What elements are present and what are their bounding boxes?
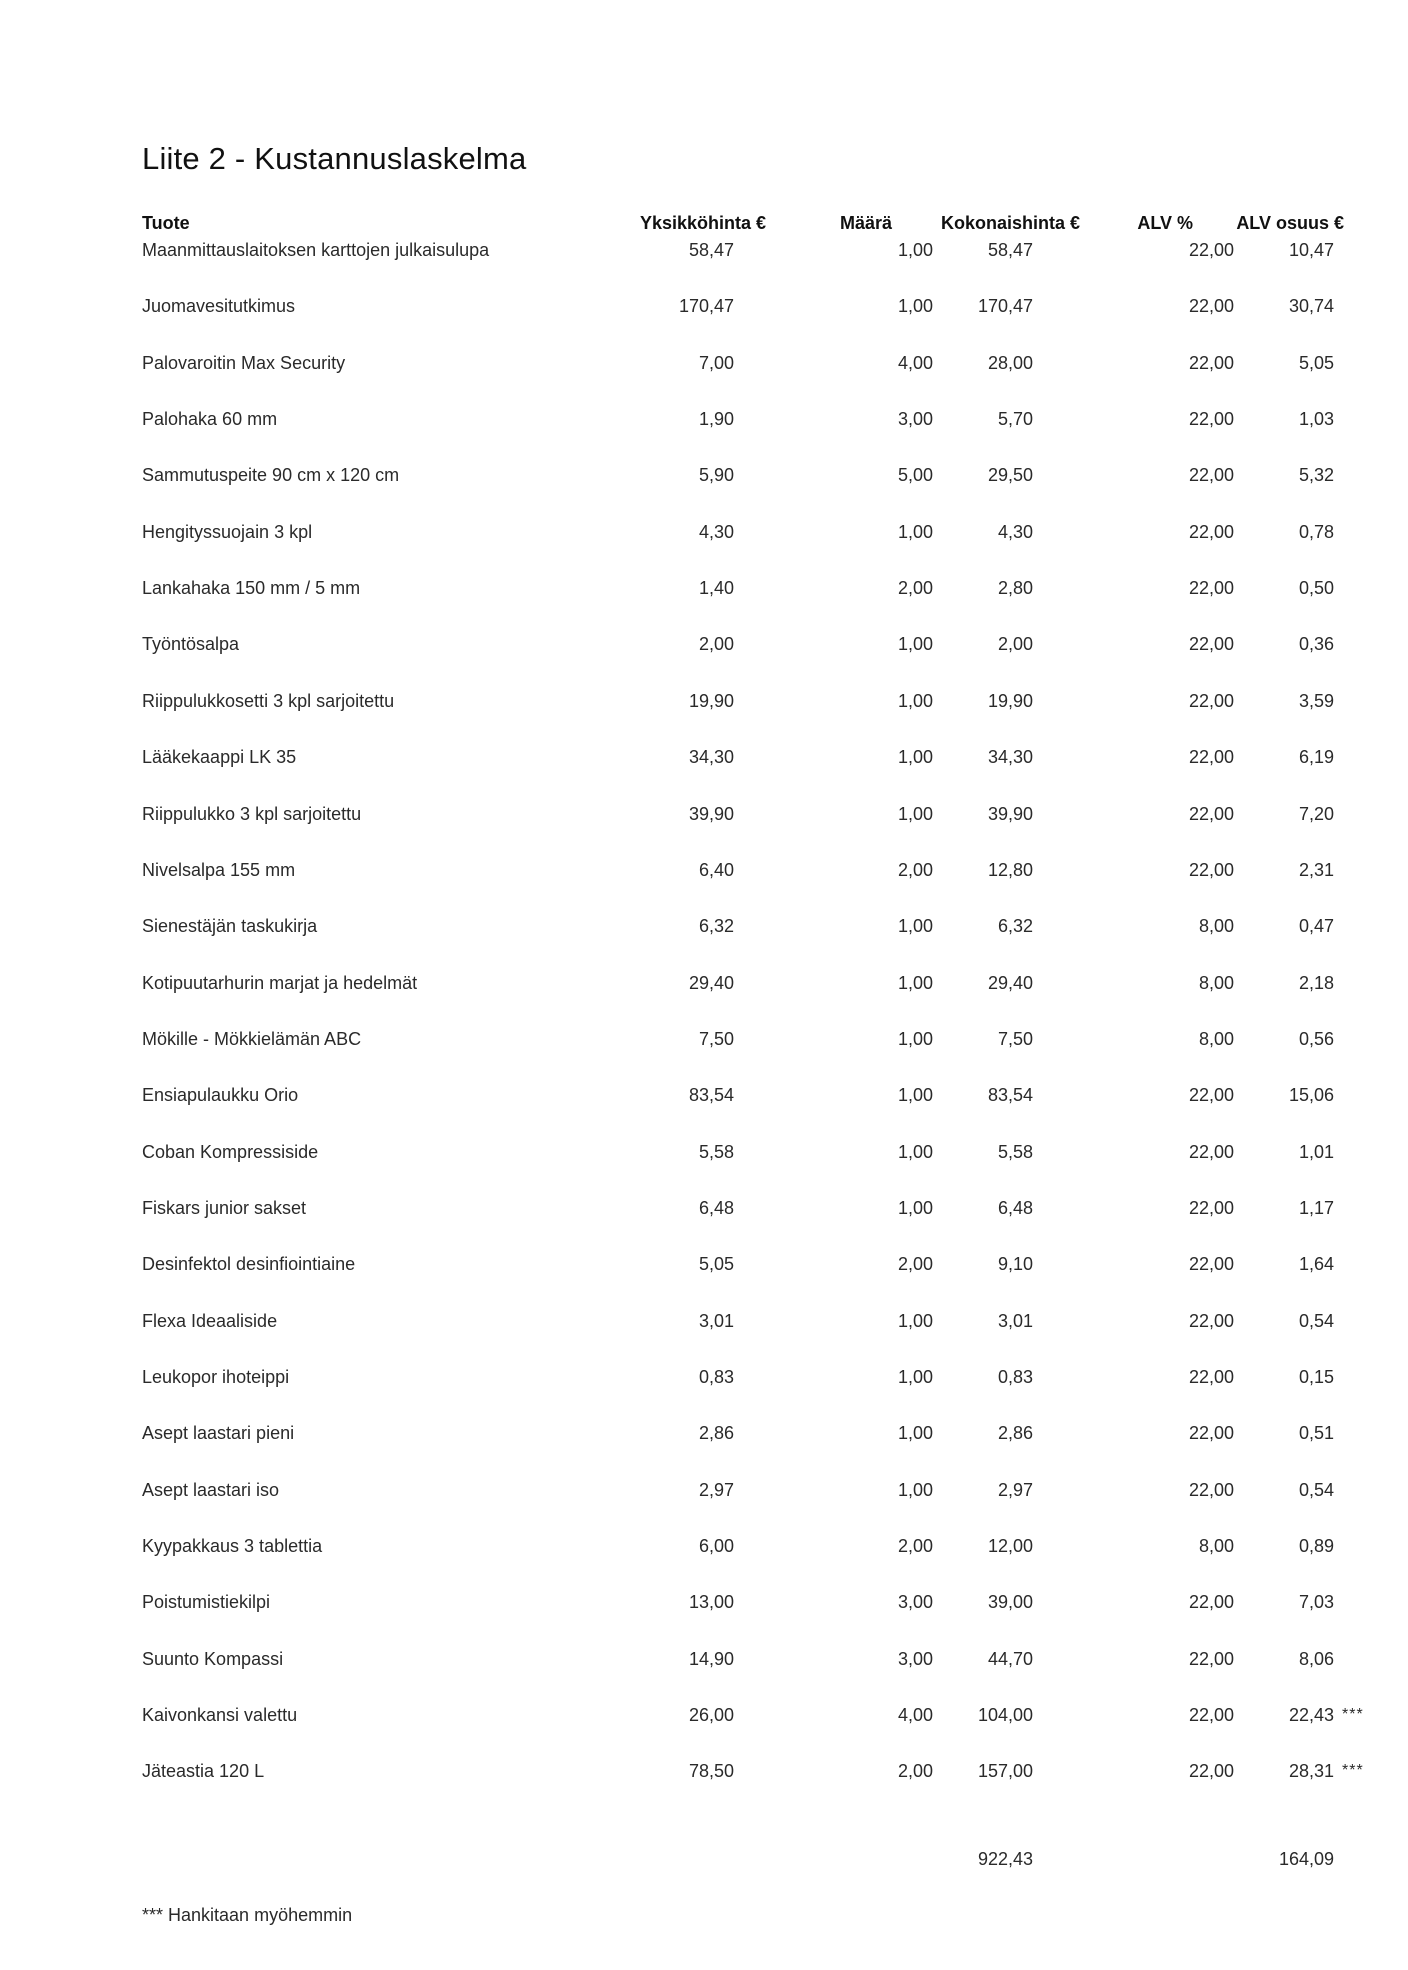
total-price: 9,10 [997,1254,1033,1274]
vat-percent: 22,00 [1188,409,1234,429]
unit-price: 6,40 [698,860,734,880]
product-name: Maanmittauslaitoksen karttojen julkaisulupa [142,240,490,260]
unit-price: 3,01 [698,1311,734,1331]
unit-price: 29,40 [688,973,734,993]
quantity: 4,00 [897,353,933,373]
total-price: 29,50 [987,465,1033,485]
vat-share: 10,47 [1288,240,1334,260]
quantity: 1,00 [897,1480,933,1500]
unit-price: 1,40 [698,578,734,598]
quantity: 3,00 [897,1649,933,1669]
product-name: Työntösalpa [142,634,240,654]
table-row [0,409,1408,435]
table-row [0,1592,1408,1618]
quantity: 2,00 [897,860,933,880]
product-name: Asept laastari pieni [142,1423,295,1443]
vat-share: 0,54 [1298,1480,1334,1500]
vat-share: 0,56 [1298,1029,1334,1049]
unit-price: 2,86 [698,1423,734,1443]
total-price: 44,70 [987,1649,1033,1669]
vat-share: 8,06 [1298,1649,1334,1669]
total-price: 7,50 [997,1029,1033,1049]
table-row [0,1254,1408,1280]
total-price: 157,00 [977,1761,1033,1781]
vat-share: 0,51 [1298,1423,1334,1443]
table-row [0,240,1408,266]
unit-price: 5,58 [698,1142,734,1162]
vat-share: 1,64 [1298,1254,1334,1274]
table-row [0,353,1408,379]
vat-percent: 22,00 [1188,522,1234,542]
quantity: 1,00 [897,1029,933,1049]
vat-share: 22,43 [1288,1705,1334,1725]
vat-share: 7,03 [1298,1592,1334,1612]
total-price: 4,30 [997,522,1033,542]
quantity: 1,00 [897,634,933,654]
vat-percent: 22,00 [1188,1085,1234,1105]
footnote: *** Hankitaan myöhemmin [142,1905,353,1925]
total-price: 170,47 [977,296,1033,316]
unit-price: 4,30 [698,522,734,542]
unit-price: 5,05 [698,1254,734,1274]
total-price: 83,54 [987,1085,1033,1105]
vat-share: 15,06 [1288,1085,1334,1105]
table-row [0,916,1408,942]
table-row [0,747,1408,773]
product-name: Mökille - Mökkielämän ABC [142,1029,362,1049]
product-name: Sammutuspeite 90 cm x 120 cm [142,465,400,485]
total-price: 6,32 [997,916,1033,936]
total-price: 2,80 [997,578,1033,598]
header-total-price: Kokonaishinta € [940,213,1080,233]
total-price: 28,00 [987,353,1033,373]
table-row [0,1311,1408,1337]
later-mark: *** [1342,1762,1364,1779]
product-name: Leukopor ihoteippi [142,1367,290,1387]
product-name: Kotipuutarhurin marjat ja hedelmät [142,973,418,993]
vat-percent: 22,00 [1188,634,1234,654]
product-name: Hengityssuojain 3 kpl [142,522,313,542]
header-vat-share: ALV osuus € [1236,213,1344,233]
vat-share: 6,19 [1298,747,1334,767]
table-row [0,973,1408,999]
vat-share: 0,78 [1298,522,1334,542]
later-mark: *** [1342,1706,1364,1723]
vat-share: 30,74 [1288,296,1334,316]
table-row [0,1480,1408,1506]
table-row [0,860,1408,886]
unit-price: 1,90 [698,409,734,429]
table-row [0,522,1408,548]
total-price: 2,00 [997,634,1033,654]
quantity: 5,00 [897,465,933,485]
total-price: 6,48 [997,1198,1033,1218]
vat-share-sum: 164,09 [1278,1849,1334,1869]
table-row [0,1142,1408,1168]
quantity: 3,00 [897,409,933,429]
vat-percent: 8,00 [1198,1536,1234,1556]
total-price: 12,00 [987,1536,1033,1556]
header-vat-percent: ALV % [1137,213,1193,233]
vat-percent: 22,00 [1188,1254,1234,1274]
table-row [0,1536,1408,1562]
vat-percent: 8,00 [1198,916,1234,936]
table-row [0,296,1408,322]
quantity: 1,00 [897,1367,933,1387]
vat-percent: 22,00 [1188,1761,1234,1781]
total-price: 3,01 [997,1311,1033,1331]
quantity: 1,00 [897,973,933,993]
product-name: Juomavesitutkimus [142,296,296,316]
vat-percent: 22,00 [1188,804,1234,824]
vat-percent: 22,00 [1188,1142,1234,1162]
quantity: 1,00 [897,240,933,260]
total-price: 34,30 [987,747,1033,767]
vat-percent: 22,00 [1188,1423,1234,1443]
table-row [0,1367,1408,1393]
total-price: 104,00 [977,1705,1033,1725]
table-row [0,578,1408,604]
total-price: 0,83 [997,1367,1033,1387]
vat-percent: 22,00 [1188,1480,1234,1500]
vat-percent: 22,00 [1188,1367,1234,1387]
quantity: 3,00 [897,1592,933,1612]
total-price: 58,47 [987,240,1033,260]
unit-price: 34,30 [688,747,734,767]
vat-share: 7,20 [1298,804,1334,824]
product-name: Suunto Kompassi [142,1649,284,1669]
vat-share: 0,47 [1298,916,1334,936]
total-price: 29,40 [987,973,1033,993]
vat-share: 5,32 [1298,465,1334,485]
quantity: 2,00 [897,1254,933,1274]
vat-percent: 22,00 [1188,747,1234,767]
unit-price: 58,47 [688,240,734,260]
vat-percent: 22,00 [1188,691,1234,711]
quantity: 1,00 [897,296,933,316]
product-name: Desinfektol desinfiointiaine [142,1254,356,1274]
header-quantity: Määrä [839,213,892,233]
table-row [0,1761,1408,1787]
quantity: 1,00 [897,804,933,824]
vat-percent: 22,00 [1188,860,1234,880]
unit-price: 14,90 [688,1649,734,1669]
unit-price: 83,54 [688,1085,734,1105]
product-name: Flexa Ideaaliside [142,1311,278,1331]
product-name: Palovaroitin Max Security [142,353,346,373]
table-row [0,1423,1408,1449]
vat-percent: 22,00 [1188,1649,1234,1669]
quantity: 2,00 [897,1536,933,1556]
unit-price: 0,83 [698,1367,734,1387]
vat-percent: 22,00 [1188,1592,1234,1612]
quantity: 1,00 [897,1198,933,1218]
table-row [0,1029,1408,1055]
vat-share: 0,50 [1298,578,1334,598]
total-price: 2,97 [997,1480,1033,1500]
unit-price: 26,00 [688,1705,734,1725]
product-name: Lääkekaappi LK 35 [142,747,297,767]
vat-share: 1,01 [1298,1142,1334,1162]
product-name: Riippulukkosetti 3 kpl sarjoitettu [142,691,395,711]
quantity: 4,00 [897,1705,933,1725]
product-name: Kaivonkansi valettu [142,1705,298,1725]
unit-price: 2,97 [698,1480,734,1500]
vat-percent: 22,00 [1188,1198,1234,1218]
total-price: 39,00 [987,1592,1033,1612]
quantity: 1,00 [897,747,933,767]
table-row [0,691,1408,717]
table-row [0,1649,1408,1675]
vat-percent: 22,00 [1188,296,1234,316]
quantity: 1,00 [897,1311,933,1331]
unit-price: 78,50 [688,1761,734,1781]
vat-percent: 22,00 [1188,465,1234,485]
vat-percent: 22,00 [1188,240,1234,260]
product-name: Kyypakkaus 3 tablettia [142,1536,323,1556]
product-name: Palohaka 60 mm [142,409,278,429]
vat-share: 28,31 [1288,1761,1334,1781]
page-title: Liite 2 - Kustannuslaskelma [142,141,527,176]
product-name: Coban Kompressiside [142,1142,319,1162]
product-name: Riippulukko 3 kpl sarjoitettu [142,804,362,824]
product-name: Poistumistiekilpi [142,1592,271,1612]
unit-price: 6,00 [698,1536,734,1556]
unit-price: 6,48 [698,1198,734,1218]
vat-percent: 8,00 [1198,1029,1234,1049]
total-price: 2,86 [997,1423,1033,1443]
unit-price: 7,50 [698,1029,734,1049]
quantity: 1,00 [897,1423,933,1443]
total-price: 19,90 [987,691,1033,711]
vat-percent: 22,00 [1188,578,1234,598]
vat-share: 1,17 [1298,1198,1334,1218]
total-price: 5,70 [997,409,1033,429]
unit-price: 170,47 [678,296,734,316]
quantity: 1,00 [897,916,933,936]
vat-share: 0,54 [1298,1311,1334,1331]
table-row [0,634,1408,660]
unit-price: 2,00 [698,634,734,654]
product-name: Fiskars junior sakset [142,1198,307,1218]
vat-share: 3,59 [1298,691,1334,711]
unit-price: 19,90 [688,691,734,711]
total-price: 39,90 [987,804,1033,824]
table-row [0,1085,1408,1111]
unit-price: 5,90 [698,465,734,485]
vat-share: 5,05 [1298,353,1334,373]
product-name: Lankahaka 150 mm / 5 mm [142,578,361,598]
unit-price: 39,90 [688,804,734,824]
vat-percent: 8,00 [1198,973,1234,993]
unit-price: 6,32 [698,916,734,936]
product-name: Ensiapulaukku Orio [142,1085,299,1105]
vat-percent: 22,00 [1188,1705,1234,1725]
unit-price: 7,00 [698,353,734,373]
vat-share: 0,15 [1298,1367,1334,1387]
total-price: 12,80 [987,860,1033,880]
product-name: Asept laastari iso [142,1480,280,1500]
total-price: 5,58 [997,1142,1033,1162]
product-name: Jäteastia 120 L [142,1761,265,1781]
quantity: 1,00 [897,522,933,542]
vat-share: 1,03 [1298,409,1334,429]
vat-percent: 22,00 [1188,1311,1234,1331]
header-product: Tuote [142,213,190,233]
vat-share: 0,89 [1298,1536,1334,1556]
vat-percent: 22,00 [1188,353,1234,373]
quantity: 1,00 [897,1142,933,1162]
table-row [0,465,1408,491]
quantity: 1,00 [897,1085,933,1105]
unit-price: 13,00 [688,1592,734,1612]
table-row [0,1198,1408,1224]
vat-share: 2,18 [1298,973,1334,993]
quantity: 2,00 [897,578,933,598]
vat-share: 0,36 [1298,634,1334,654]
header-unit-price: Yksikköhinta € [639,213,766,233]
total-price-sum: 922,43 [977,1849,1033,1869]
quantity: 1,00 [897,691,933,711]
table-row [0,804,1408,830]
product-name: Sienestäjän taskukirja [142,916,318,936]
quantity: 2,00 [897,1761,933,1781]
product-name: Nivelsalpa 155 mm [142,860,296,880]
table-row [0,1705,1408,1731]
vat-share: 2,31 [1298,860,1334,880]
